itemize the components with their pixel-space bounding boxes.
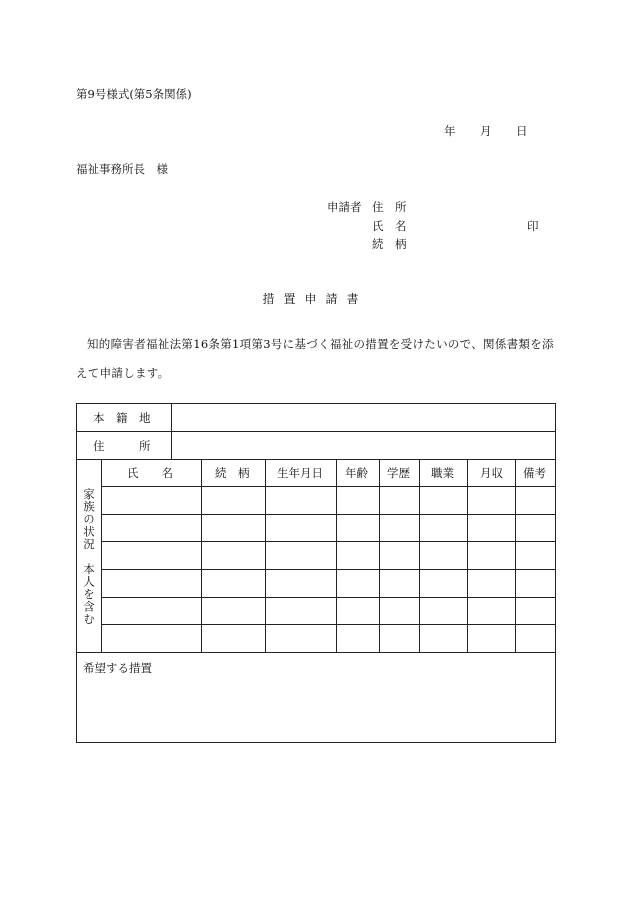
applicant-address-label: 住 所: [372, 200, 407, 214]
column-income: 月収: [480, 466, 503, 480]
date-day: 日: [516, 124, 528, 138]
application-statement: 知的障害者福祉法第16条第1項第3号に基づく福祉の措置を受けたいので、関係書類を添えて申請します。: [76, 337, 554, 380]
requested-measure-label: 希望する措置: [83, 661, 152, 675]
seal-mark: 印: [527, 219, 539, 233]
applicant-name-label: 氏 名: [372, 219, 407, 233]
addressee: 福祉事務所長 様: [76, 162, 168, 176]
column-occupation: 職業: [431, 466, 454, 480]
column-relation: 続 柄: [215, 466, 250, 480]
application-table: [76, 403, 556, 743]
family-status-label: 家族の状況 本人を含む: [82, 487, 96, 626]
applicant-label: 申請者: [327, 200, 362, 214]
date-month: 月: [480, 124, 492, 138]
column-birthdate: 生年月日: [277, 466, 323, 480]
date-year: 年: [444, 124, 456, 138]
applicant-relation-label: 続 柄: [372, 237, 407, 251]
date-line: [444, 123, 528, 139]
column-name: 氏 名: [127, 466, 173, 480]
column-remarks: 備考: [523, 466, 546, 480]
domicile-label: 本 籍 地: [93, 411, 151, 425]
column-education: 学歴: [387, 466, 410, 480]
form-number: 第9号様式(第5条関係): [76, 87, 192, 101]
address-label: 住 所: [93, 439, 151, 453]
column-age: 年齢: [345, 466, 368, 480]
document-title: 措置申請書: [262, 292, 368, 306]
